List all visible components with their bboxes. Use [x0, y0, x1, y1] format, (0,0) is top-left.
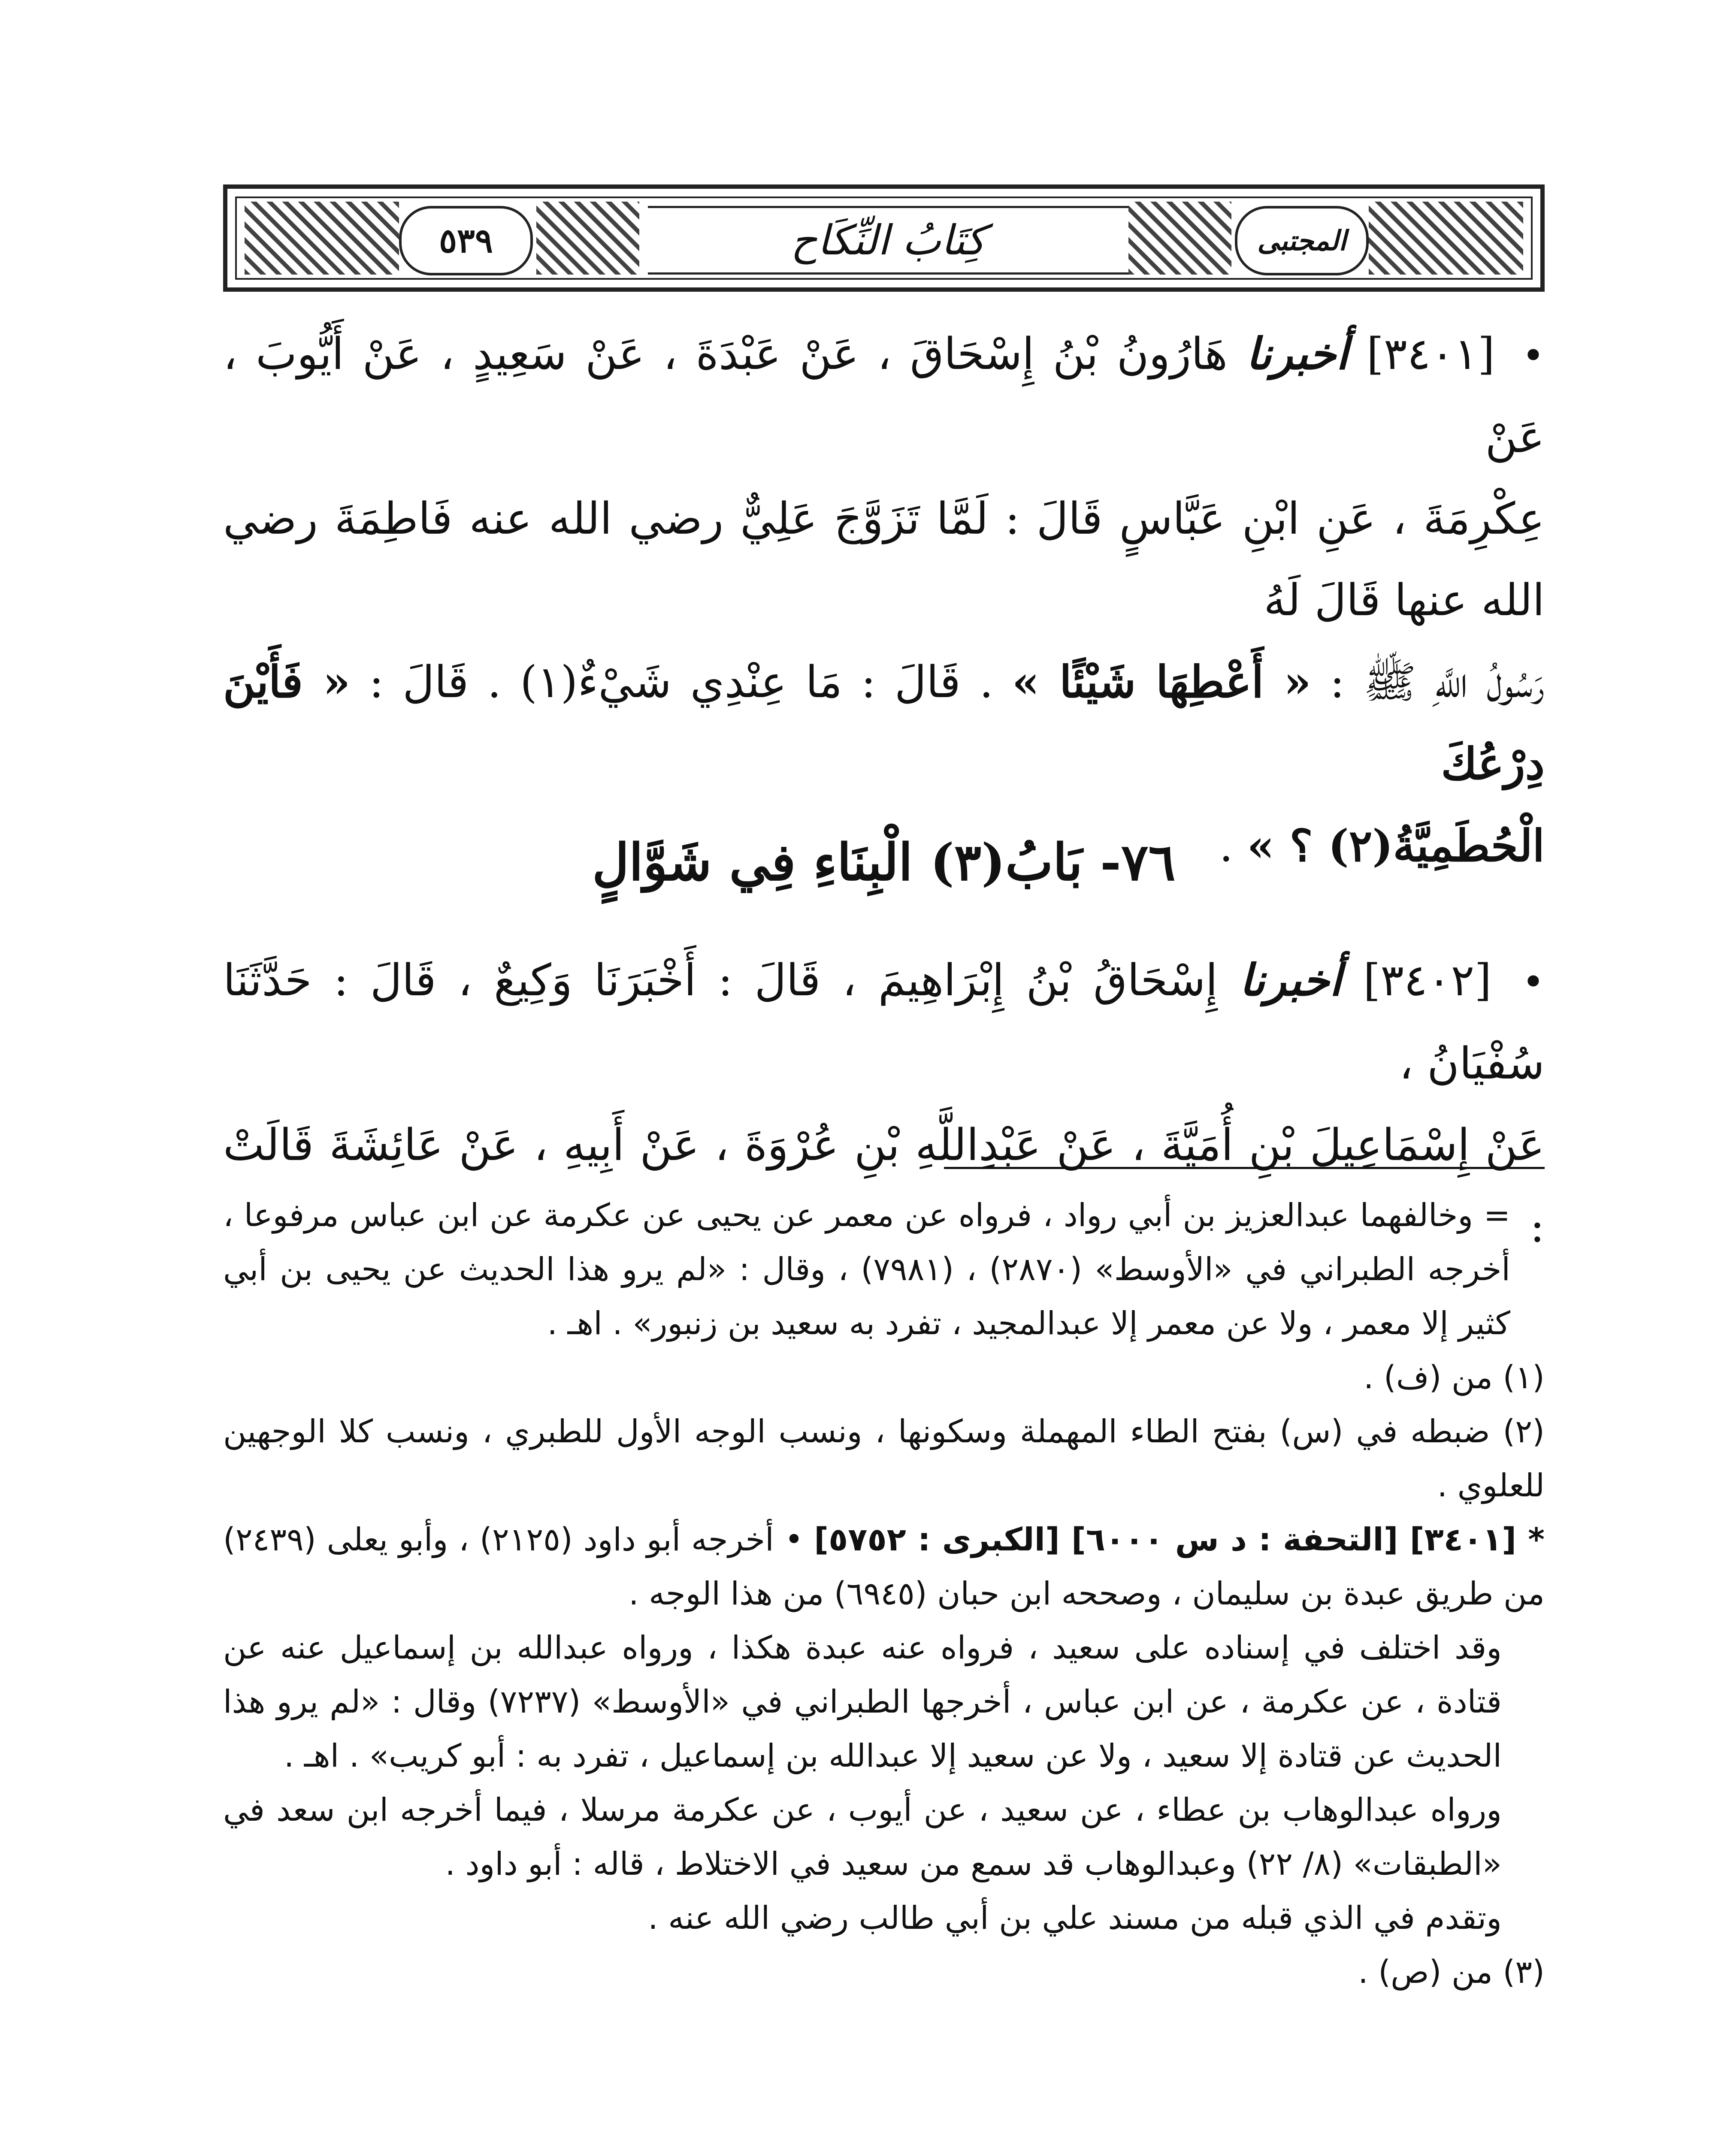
hadith-bullet: •	[1521, 333, 1545, 378]
takhrij-paragraph: وقد اختلف في إسناده على سعيد ، فرواه عنه عبدة هكذا ، ورواه عبدالله بن إسماعيل عنه عن قتادة ، عن عكرمة ، عن ابن عباس ، أخرجها الطبراني في «الأوسط» (٧٢٣٧) وقال : «لم يرو هذا الحديث عن قتادة إلا سعيد ، ولا عن سعيد إلا عبدالله بن إسماعيل ، تفرد به : أبو كريب» . اهـ .	[223, 1629, 1502, 1774]
hadith-line	[223, 940, 1545, 1105]
book-title: كِتَابُ النِّكَاح	[648, 206, 1128, 275]
footnote-continuation	[223, 1188, 1545, 1350]
takhrij-paragraph: وتقدم في الذي قبله من مسند علي بن أبي طالب رضي الله عنه .	[648, 1900, 1502, 1937]
akhbarana-word: أخبرنا	[1246, 328, 1349, 380]
header-ornament	[1369, 202, 1523, 275]
hadith-line: عَنْ إِسْمَاعِيلَ بْنِ أُمَيَّةَ ، عَنْ عَبْدِاللَّهِ بْنِ عُرْوَةَ ، عَنْ أَبِيهِ ، عَنْ عَائِشَةَ قَالَتْ :	[223, 1120, 1545, 1252]
takhrij-3401	[223, 1513, 1545, 1621]
hadith-text: .	[1219, 821, 1233, 872]
hadith-number: [٣٤٠٢]	[1363, 955, 1492, 1006]
hadith-3401	[223, 313, 1545, 887]
footnote-3: (٣) من (ص) .	[1358, 1954, 1545, 1991]
prophet-quote: « أَعْطِهَا شَيْئًا »	[1012, 656, 1311, 708]
footnote-text: وخالفهما عبدالعزيز بن أبي رواد ، فرواه عن معمر عن يحيى عن عكرمة عن ابن عباس مرفوعا ، أخرجه الطبراني في «الأوسط» (٢٨٧٠) ، (٧٩٨١) ، وقال : «لم يرو هذا الحديث عن يحيى بن أبي كثير إلا معمر ، ولا عن معمر إلا عبدالمجيد ، تفرد به سعيد بن زنبور» . اهـ .	[223, 1197, 1510, 1342]
hadith-text: إِسْحَاقُ بْنُ إِبْرَاهِيمَ ، قَالَ : أَخْبَرَنَا وَكِيعٌ ، قَالَ : حَدَّثَنَا سُفْيَانُ ،	[223, 955, 1545, 1089]
prophet-quote: « فَأَيْنَ دِرْعُكَ	[223, 656, 1545, 790]
takhrij-reference: * [٣٤٠١] [التحفة : د س ٦٠٠٠] [الكبرى : ٥٧٥٢]	[814, 1521, 1545, 1558]
hadith-line: عِكْرِمَةَ ، عَنِ ابْنِ عَبَّاسٍ قَالَ : لَمَّا تَزَوَّجَ عَلِيٌّ رضي الله عنه فَاطِمَةَ رضي الله عنها قَالَ لَهُ	[223, 493, 1545, 626]
header-ornament	[536, 202, 639, 275]
hadith-number: [٣٤٠١]	[1367, 329, 1495, 380]
continuation-mark: =	[1483, 1197, 1510, 1234]
hadith-text: هَارُونُ بْنُ إِسْحَاقَ ، عَنْ عَبْدَةَ ، عَنْ سَعِيدٍ ، عَنْ أَيُّوبَ ، عَنْ	[223, 329, 1545, 463]
footnote-2: (٢) ضبطه في (س) بفتح الطاء المهملة وسكونها ، ونسب الوجه الأول للطبري ، ونسب كلا الوجهين للعلوي .	[223, 1413, 1545, 1504]
footnotes	[223, 1188, 1545, 1999]
chapter-title: ٧٦- بَابُ(٣) الْبِنَاءِ فِي شَوَّالٍ	[592, 832, 1176, 892]
hadith-line	[223, 641, 1545, 805]
prophet-quote: الْحُطَمِيَّةُ(٢) ؟ »	[1247, 820, 1545, 872]
takhrij-text: • أخرجه أبو داود (٢١٢٥) ، وأبو يعلى (٢٤٣٩) من طريق عبدة بن سليمان ، وصححه ابن حبان (٦٩٤٥) من هذا الوجه .	[223, 1521, 1545, 1612]
hadith-text: رَسُولُ اللَّهِ ﷺ :	[1330, 657, 1545, 708]
page-header	[223, 184, 1545, 292]
hadith-line	[223, 313, 1545, 478]
header-ornament	[1128, 202, 1231, 275]
page-number: ٥٣٩	[399, 206, 533, 275]
akhbarana-word: أخبرنا	[1239, 955, 1342, 1006]
takhrij-paragraph: ورواه عبدالوهاب بن عطاء ، عن سعيد ، عن أيوب ، عن عكرمة مرسلا ، فيما أخرجه ابن سعد في «الطبقات» (٨/ ٢٢) وعبدالوهاب قد سمع من سعيد في الاختلاط ، قاله : أبو داود .	[223, 1792, 1502, 1882]
page	[223, 184, 1545, 2145]
hadith-text: . قَالَ : مَا عِنْدِي شَيْءٌ(١) . قَالَ :	[369, 657, 993, 708]
collection-name: المجتبى	[1235, 206, 1369, 275]
footnote-1: (١) من (ف) .	[1363, 1359, 1545, 1396]
header-ornament	[245, 202, 399, 275]
footnote-separator	[944, 1167, 1545, 1169]
hadith-bullet: •	[1521, 960, 1545, 1005]
